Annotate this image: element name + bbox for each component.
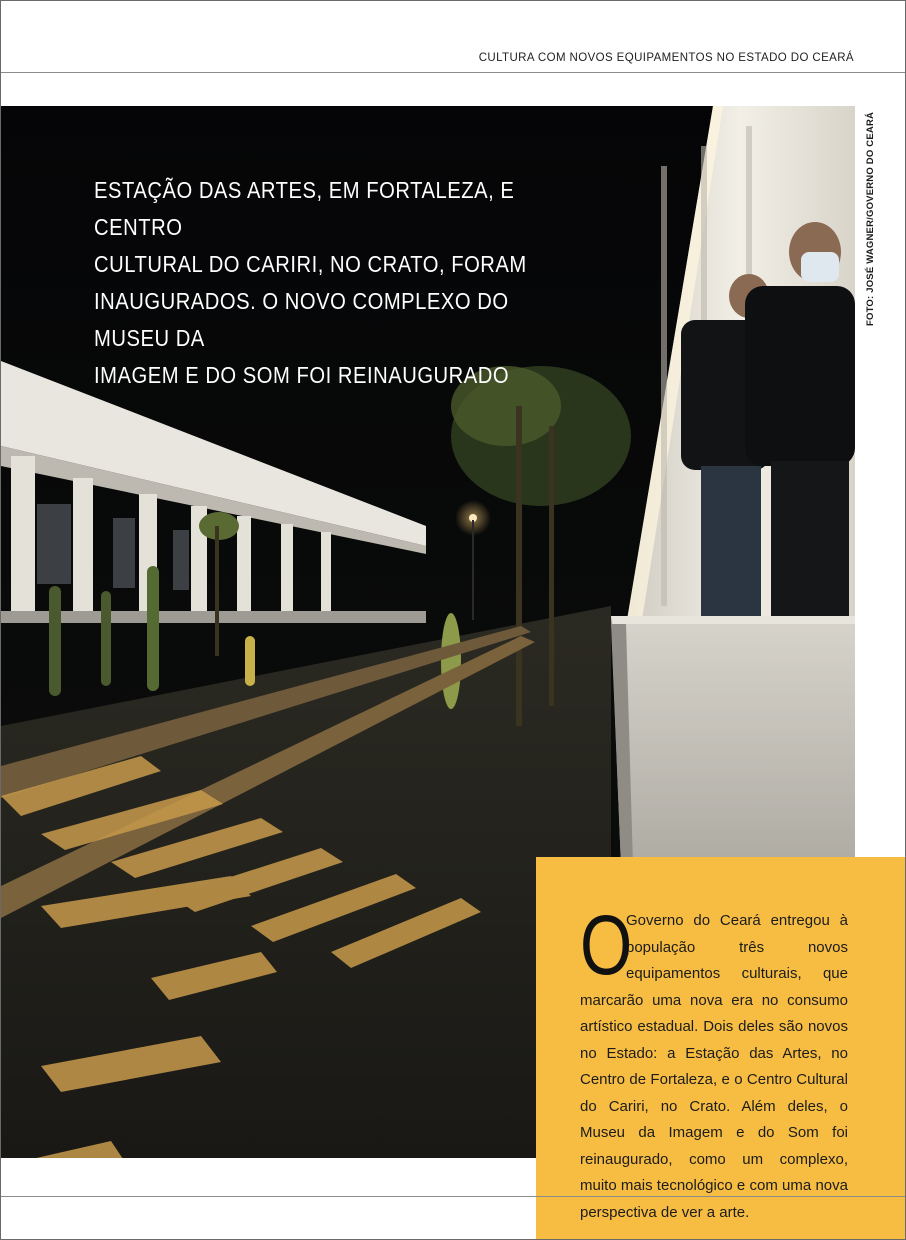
headline-line-3: INAUGURADOS. O NOVO COMPLEXO DO MUSEU DA: [94, 288, 509, 351]
article-body: [580, 898, 848, 1226]
article-text: Governo do Ceará entregou à população três novos equipamentos culturais, que marcarão uma nova era no consumo artístico estadual. Dois deles são novos no Estado: a Estação das Artes, no Centro de Fortaleza, e o Centro Cultural do Cariri, no Crato. Além deles, o Museu da Imagem e do Som foi reinaugurado, como um complexo, muito mais tecnológico e com uma nova perspectiva de ver a arte.: [580, 912, 848, 1221]
footer-divider: [1, 1196, 905, 1197]
headline-line-1: ESTAÇÃO DAS ARTES, EM FORTALEZA, E CENTRO: [94, 177, 515, 240]
headline-line-2: CULTURAL DO CARIRI, NO CRATO, FORAM: [94, 251, 527, 277]
photo-credit-text: FOTO: JOSÉ WAGNER/GOVERNO DO CEARÁ: [865, 111, 876, 326]
drop-cap: O: [580, 898, 633, 992]
header-divider: [1, 72, 905, 73]
photo-credit: [862, 108, 876, 328]
section-header: CULTURA COM NOVOS EQUIPAMENTOS NO ESTADO DO CEARÁ: [478, 52, 854, 64]
photo-headline: [94, 172, 576, 394]
headline-line-4: IMAGEM E DO SOM FOI REINAUGURADO: [94, 362, 510, 388]
